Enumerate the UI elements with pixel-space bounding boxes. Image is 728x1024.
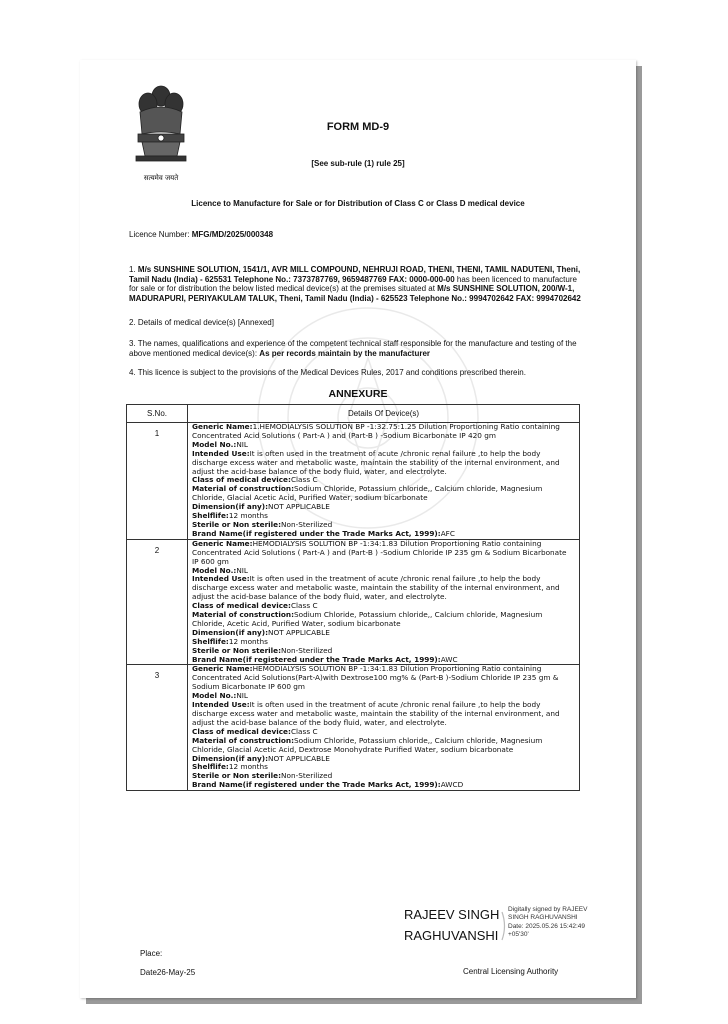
detail-brand-value: AWC [440, 654, 458, 664]
signature-detail-line3: Date: 2025.05.26 15:42:49 [508, 922, 585, 930]
detail-generic [192, 540, 575, 567]
detail-shelf-label: Shelflife: [192, 636, 229, 646]
detail-sterile-value: Non-Sterilized [281, 645, 333, 655]
detail-model-label: Model No.: [192, 439, 237, 449]
emblem-motto: सत्यमेव जयते [143, 174, 179, 182]
detail-sterile-label: Sterile or Non sterile: [192, 771, 282, 781]
detail-use [192, 450, 575, 477]
licence-title: Licence to Manufacture for Sale or for Distribution of Class C or Class D medical device [191, 199, 525, 208]
detail-sterile-label: Sterile or Non sterile: [192, 645, 282, 655]
row-serial-number: 3 [127, 665, 188, 791]
device-details [188, 539, 580, 665]
detail-brand-label: Brand Name(if registered under the Trade Marks Act, 1999): [192, 780, 441, 790]
technical-staff-bold: As per records maintain by the manufacturer [259, 348, 431, 358]
detail-generic-value: HEMODIALYSIS SOLUTION BP -1:34:1.83 Dilution Proportioning Ratio containing Concentrated Acid Solutions(Part-A)with Dextrose100 mg% & (Part-B )-Sodium Chloride IP 235 gm & Sodium Bicarbonate IP 600 gm [192, 664, 559, 692]
detail-brand [192, 781, 575, 790]
detail-use [192, 701, 575, 728]
detail-generic-label: Generic Name: [192, 422, 253, 431]
detail-material-label: Material of construction: [192, 610, 295, 620]
paragraph-number: 1. [129, 265, 138, 274]
detail-material [192, 611, 575, 629]
detail-model-label: Model No.: [192, 565, 237, 575]
detail-use-label: Intended Use: [192, 574, 250, 584]
detail-shelf-label: Shelflife: [192, 762, 229, 772]
column-header-details: Details Of Device(s) [188, 405, 580, 423]
detail-brand-value: AFC [440, 528, 455, 538]
detail-brand [192, 530, 575, 539]
detail-sterile-value: Non-Sterilized [281, 519, 333, 529]
detail-model-value: NIL [236, 565, 248, 575]
detail-use-label: Intended Use: [192, 448, 250, 458]
detail-generic-value: 1.HEMODIALYSIS SOLUTION BP -1:32.75:1.25 Dilution Proportioning Ratio containing Concentrated Acid Solutions ( Part-A ) and (Part-B ) -Sodium Bicarbonate IP 420 gm [192, 422, 560, 440]
technical-staff-text: 3. The names, qualifications and experience of the competent technical staff responsible for the manufacture and testing of the above mentioned medical device(s): [129, 339, 577, 358]
table-header-row [127, 405, 580, 423]
detail-material-label: Material of construction: [192, 484, 295, 494]
detail-model-value: NIL [236, 691, 248, 701]
detail-generic-label: Generic Name: [192, 664, 253, 674]
document-page [80, 60, 636, 998]
annexure-table [126, 404, 580, 791]
signer-name-line1: RAJEEV SINGH [404, 907, 500, 922]
detail-dimension-label: Dimension(if any): [192, 753, 269, 763]
detail-dimension-value: NOT APPLICABLE [268, 627, 330, 637]
detail-class-value: Class C [290, 475, 318, 485]
detail-brand-value: AWCD [440, 780, 464, 790]
detail-sterile-value: Non-Sterilized [281, 771, 333, 781]
detail-use-value: It is often used in the treatment of acute /chronic renal failure ,to help the body discharge excess water and metabolic waste, maintain the stability of the internal environment, and adjust the acid-base balance of the body fluid, water, and electrolyte. [192, 574, 560, 602]
detail-generic [192, 423, 575, 441]
detail-model-label: Model No.: [192, 691, 237, 701]
device-details [188, 665, 580, 791]
detail-dimension-label: Dimension(if any): [192, 627, 269, 637]
detail-brand-label: Brand Name(if registered under the Trade Marks Act, 1999): [192, 528, 441, 538]
form-title: FORM MD-9 [326, 121, 390, 133]
detail-dimension-label: Dimension(if any): [192, 502, 269, 512]
row-serial-number: 1 [127, 423, 188, 540]
detail-generic-label: Generic Name: [192, 538, 253, 548]
signature-details [508, 906, 614, 939]
table-row [127, 665, 580, 791]
signer-name [404, 904, 514, 946]
detail-material-value: Sodium Chloride, Potassium chloride,, Calcium chloride, Magnesium Chloride, Acetic Acid, Purified Water, sodium bicarbonate [192, 610, 543, 628]
licence-number [129, 230, 273, 239]
detail-use-value: It is often used in the treatment of acute /chronic renal failure ,to help the body discharge excess water and metabolic waste, maintain the stability of the internal environment, and adjust the acid-base balance of the body fluid, water, and electrolyte. [192, 700, 560, 727]
detail-material [192, 485, 575, 503]
licence-number-value: MFG/MD/2025/000348 [191, 230, 274, 239]
annexure-title: ANNEXURE [328, 388, 388, 400]
detail-brand-label: Brand Name(if registered under the Trade Marks Act, 1999): [192, 654, 441, 664]
column-header-sno: S.No. [127, 405, 188, 423]
signature-detail-line4: +05'30' [508, 930, 529, 938]
detail-material-label: Material of construction: [192, 735, 295, 745]
detail-use-label: Intended Use: [192, 700, 250, 710]
detail-class-label: Class of medical device: [192, 601, 291, 611]
detail-class-value: Class C [290, 601, 318, 611]
annexure-table-body [127, 423, 580, 791]
device-details [188, 423, 580, 540]
detail-brand [192, 656, 575, 665]
company-address: M/s SUNSHINE SOLUTION, 1541/1, AVR MILL COMPOUND, NEHRUJI ROAD, THENI, THENI, TAMIL NADUTENI, Theni, Tamil Nadu (India) - 625531 Telephone No.: 7373787769, 9659487769 FAX: 0000-000-00 [129, 265, 581, 284]
detail-class-label: Class of medical device: [192, 726, 291, 736]
detail-model-value: NIL [236, 439, 248, 449]
licence-statement: has been licenced to manufacture for sale or for distribution the below listed medical device(s) at the premises situated at [129, 274, 577, 293]
signer-name-line2: RAGHUVANSHI [404, 928, 499, 943]
detail-sterile-label: Sterile or Non sterile: [192, 519, 282, 529]
detail-class-label: Class of medical device: [192, 475, 291, 485]
detail-use-value: It is often used in the treatment of acute /chronic renal failure ,to help the body discharge excess water and metabolic waste, maintain the stability of the internal environment, and adjust the acid-base balance of the body fluid, water, and electrolyte. [192, 448, 560, 476]
detail-generic [192, 665, 575, 692]
detail-dimension-value: NOT APPLICABLE [268, 753, 330, 763]
detail-material-value: Sodium Chloride, Potassium chloride,, Calcium chloride, Magnesium Chloride, Glacial Acetic Acid, Purified Water, sodium bicarbonate [192, 484, 543, 503]
licence-number-label: Licence Number: [129, 230, 192, 239]
sub-rule-reference: [See sub-rule (1) rule 25] [311, 159, 405, 168]
issue-date: Date26-May-25 [140, 968, 196, 977]
detail-shelf-value: 12 months [228, 511, 268, 521]
conditions-paragraph: 4. This licence is subject to the provisions of the Medical Devices Rules, 2017 and conditions prescribed therein. [129, 368, 526, 377]
device-details-paragraph: 2. Details of medical device(s) [Annexed] [129, 318, 274, 327]
detail-material-value: Sodium Chloride, Potassium chloride,, Calcium chloride, Magnesium Chloride, Glacial Acetic Acid, Dextrose Monohydrate Purified Water, sodium bicarbonate [192, 735, 543, 754]
licensing-authority: Central Licensing Authority [463, 967, 559, 976]
detail-class-value: Class C [290, 726, 318, 736]
premises-address: M/s SUNSHINE SOLUTION, 200/W-1, MADURAPURI, PERIYAKULAM TALUK, Theni, Tamil Nadu (India) - 625523 Telephone No.: 9994702642 FAX: 9994702642 [129, 284, 581, 303]
table-row [127, 539, 580, 665]
table-row [127, 423, 580, 540]
signature-detail-line2: SINGH RAGHUVANSHI [508, 914, 578, 922]
detail-shelf-value: 12 months [228, 636, 268, 646]
signature-detail-line1: Digitally signed by RAJEEV [508, 906, 588, 913]
place-label: Place: [140, 949, 163, 958]
detail-material [192, 737, 575, 755]
detail-generic-value: HEMODIALYSIS SOLUTION BP -1:34:1.83 Dilution Proportioning Ratio containing Concentrated Acid Solutions ( Part-A ) and (Part-B ) -Sodium Chloride IP 235 gm & Sodium Bicarbonate IP 600 gm [192, 538, 567, 566]
detail-shelf-label: Shelflife: [192, 511, 229, 521]
detail-shelf-value: 12 months [228, 762, 268, 772]
row-serial-number: 2 [127, 539, 188, 665]
detail-use [192, 575, 575, 602]
detail-dimension-value: NOT APPLICABLE [268, 502, 330, 512]
